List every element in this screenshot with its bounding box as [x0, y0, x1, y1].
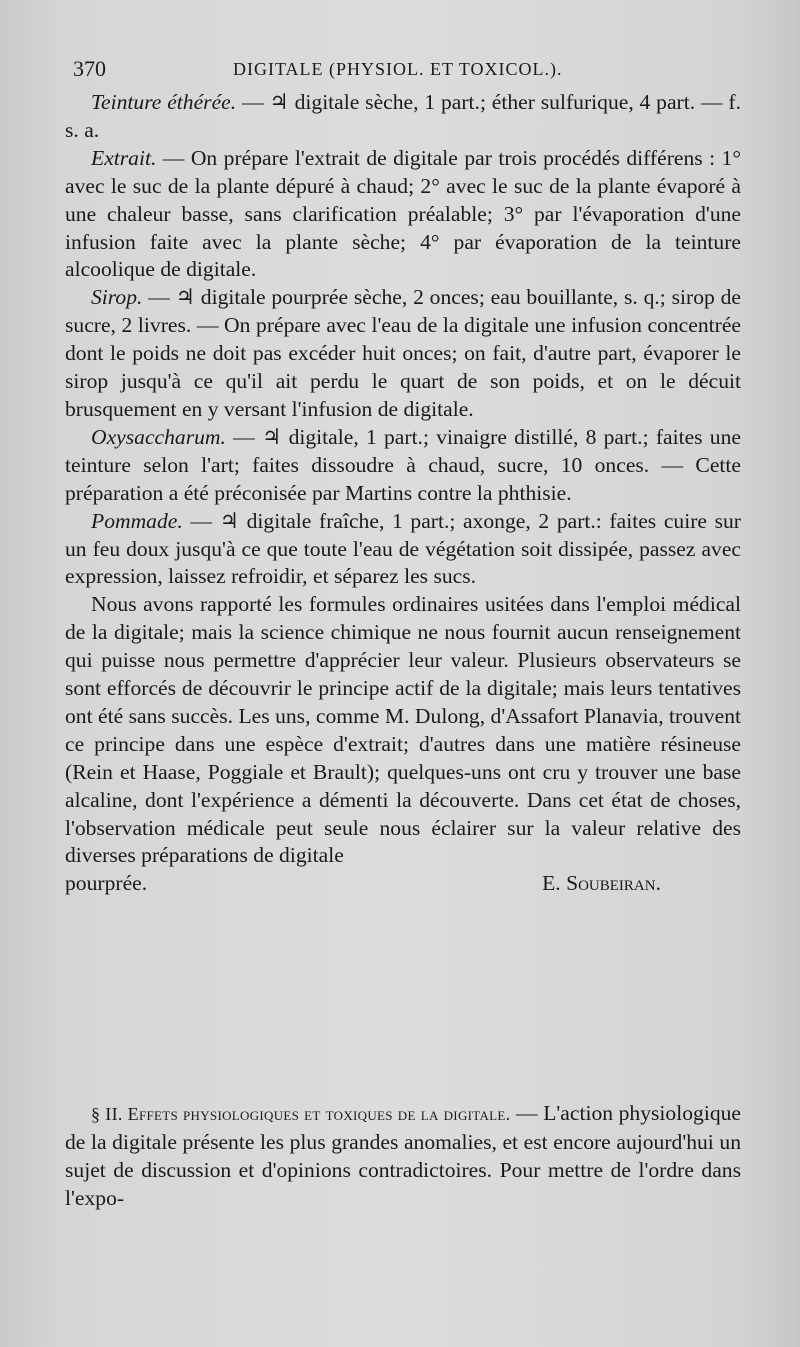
- paragraph-text: — On prépare l'extrait de digitale par trois procédés différens : 1° avec le suc de la plante dépuré à chaud; 2° avec le suc de la plante évaporé à une chaleur basse, sans clarification préalable; 3° par l'évaporation d'une infusion faite avec la plante sèche; 4° par évaporation de la teinture alcoolique de digitale.: [65, 145, 741, 282]
- author-signature: E. Soubeiran.: [542, 871, 661, 896]
- paragraph-extrait: [65, 145, 741, 285]
- section-heading: § II. Effets physiologiques et toxiques de la digitale.: [91, 1104, 511, 1124]
- paragraph-text: — ♃ digitale, 1 part.; vinaigre distillé, 8 part.; faites une teinture selon l'art; faites dissoudre à chaud, sucre, 10 onces. — Cette préparation a été préconisée par Martins contre la phthisie.: [65, 424, 741, 505]
- closing-paragraph: Nous avons rapporté les formules ordinaires usitées dans l'emploi médical de la digitale; mais la science chimique ne nous fournit aucun renseignement qui puisse nous permettre d'apprécier leur valeur. Plusieurs observateurs se sont efforcés de découvrir le principe actif de la digitale; mais leurs tentatives ont été sans succès. Les uns, comme M. Dulong, d'Assafort Planavia, trouvent ce principe dans une espèce d'extrait; d'autres dans une matière résineuse (Rein et Haase, Poggiale et Brault); quelques-uns ont cru y trouver une base alcaline, dont l'expérience a démenti la découverte. Dans cet état de choses, l'observation médicale peut seule nous éclairer sur la valeur relative des diverses préparations de digitale: [65, 592, 741, 868]
- section-text: — L'action physiologique de la digitale présente les plus grandes anomalies, et est encore aujourd'hui un sujet de discussion et d'opinions contradictoires. Pour mettre de l'ordre dans l'expo-: [65, 1101, 742, 1210]
- paragraph-label: Oxysaccharum.: [91, 424, 226, 449]
- paragraph-text: — ♃ digitale sèche, 1 part.; éther sulfurique, 4 part. — f. s. a.: [65, 90, 741, 142]
- paragraph-pommade: [65, 508, 741, 592]
- paragraph-teinture: [65, 89, 741, 145]
- section-paragraph: [65, 1100, 741, 1213]
- closing-last-word: pourprée.: [65, 871, 148, 896]
- page-header: [73, 52, 753, 86]
- running-head: DIGITALE (PHYSIOL. ET TOXICOL.).: [233, 59, 563, 79]
- page-body: [65, 89, 741, 898]
- paragraph-sirop: [65, 284, 741, 424]
- section-ii: [65, 1100, 741, 1213]
- paragraph-text: — ♃ digitale fraîche, 1 part.; axonge, 2 part.: faites cuire sur un feu doux jusqu'à ce que toute l'eau de végétation soit dissipée, passez avec expression, laissez refroidir, et séparez les sucs.: [65, 508, 741, 589]
- paragraph-label: Teinture éthérée.: [91, 90, 237, 114]
- paragraph-oxysaccharum: [65, 424, 741, 508]
- signature-line: [65, 870, 741, 898]
- paragraph-label: Extrait.: [91, 145, 157, 170]
- page-number: 370: [73, 56, 106, 81]
- paragraph-label: Pommade.: [91, 508, 183, 533]
- paragraph-text: — ♃ digitale pourprée sèche, 2 onces; eau bouillante, s. q.; sirop de sucre, 2 livres. — On prépare avec l'eau de la digitale une infusion concentrée dont le poids ne doit pas excéder huit onces; on fait, d'autre part, évaporer le sirop jusqu'à ce qu'il ait perdu le quart de son poids, et on le décuit brusquement en y versant l'infusion de digitale.: [65, 285, 741, 421]
- paragraph-label: Sirop.: [91, 285, 143, 310]
